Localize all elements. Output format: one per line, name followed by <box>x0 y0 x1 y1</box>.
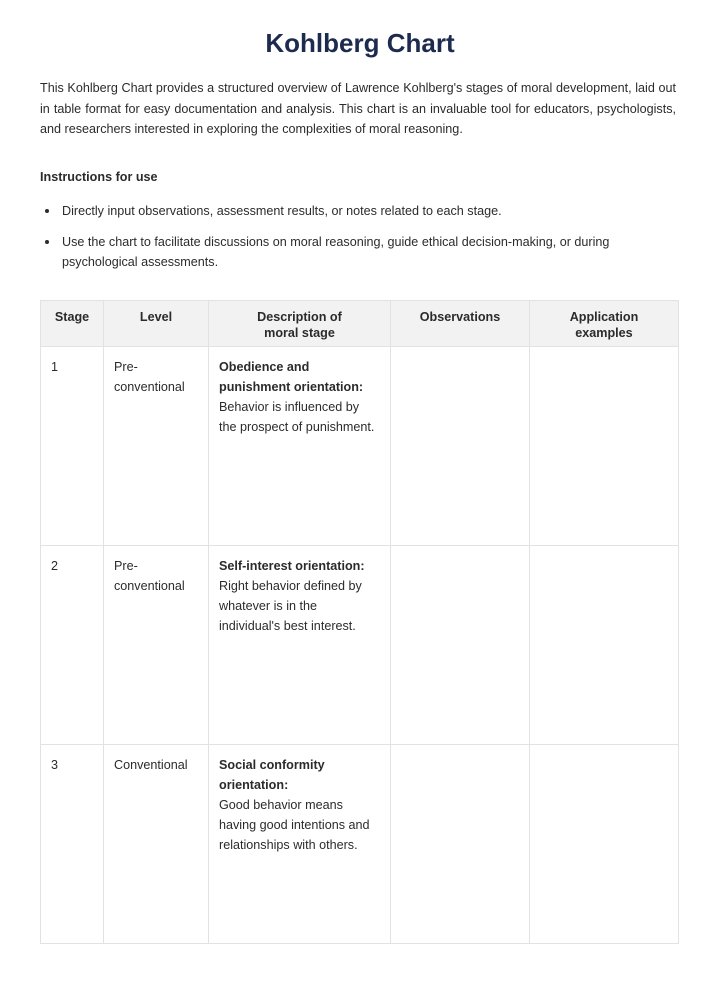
applications-cell[interactable] <box>530 745 679 944</box>
level-text: Pre-conventional <box>114 559 185 593</box>
observations-cell[interactable] <box>391 546 530 745</box>
instructions-heading: Instructions for use <box>40 170 158 184</box>
header-description-label: Description of moral stage <box>257 310 342 340</box>
description-body: Right behavior defined by whatever is in the individual's best interest. <box>219 579 362 633</box>
table-row <box>41 347 679 546</box>
level-cell <box>104 546 209 745</box>
header-applications-label: Application examples <box>569 310 639 340</box>
instruction-text: Directly input observations, assessment results, or notes related to each stage. <box>62 204 502 218</box>
description-cell <box>209 546 391 745</box>
level-text: Pre-conventional <box>114 360 185 394</box>
header-level: Level <box>104 301 209 347</box>
description-title: Self-interest orientation: <box>219 559 365 573</box>
table-header-row <box>41 301 679 347</box>
level-cell <box>104 347 209 546</box>
stage-cell: 1 <box>41 347 104 546</box>
instruction-item <box>40 201 676 222</box>
table-row <box>41 546 679 745</box>
description-title: Social conformity orientation: <box>219 758 325 792</box>
header-stage: Stage <box>41 301 104 347</box>
header-applications <box>530 301 679 347</box>
level-cell <box>104 745 209 944</box>
intro-paragraph: This Kohlberg Chart provides a structured overview of Lawrence Kohlberg's stages of moral development, laid out in table format for easy documentation and analysis. This chart is an invaluable tool for educators, psychologists, and researchers interested in exploring the complexities of moral reasoning. <box>40 81 676 136</box>
instruction-text: Use the chart to facilitate discussions on moral reasoning, guide ethical decision-making, or during psychological assessments. <box>62 234 610 269</box>
description-body: Good behavior means having good intentions and relationships with others. <box>219 798 370 852</box>
header-observations: Observations <box>391 301 530 347</box>
table-row <box>41 745 679 944</box>
bullet-icon <box>45 240 49 244</box>
kohlberg-table <box>40 300 679 944</box>
stage-cell: 2 <box>41 546 104 745</box>
applications-cell[interactable] <box>530 347 679 546</box>
description-cell <box>209 347 391 546</box>
header-description <box>209 301 391 347</box>
instruction-item <box>40 232 676 273</box>
observations-cell[interactable] <box>391 745 530 944</box>
applications-cell[interactable] <box>530 546 679 745</box>
level-text: Conventional <box>114 758 188 772</box>
description-cell <box>209 745 391 944</box>
bullet-icon <box>45 209 49 213</box>
description-body: Behavior is influenced by the prospect of punishment. <box>219 400 375 434</box>
description-title: Obedience and punishment orientation: <box>219 360 364 394</box>
observations-cell[interactable] <box>391 347 530 546</box>
instructions-list <box>40 201 676 283</box>
stage-cell: 3 <box>41 745 104 944</box>
page-title: Kohlberg Chart <box>265 28 455 58</box>
